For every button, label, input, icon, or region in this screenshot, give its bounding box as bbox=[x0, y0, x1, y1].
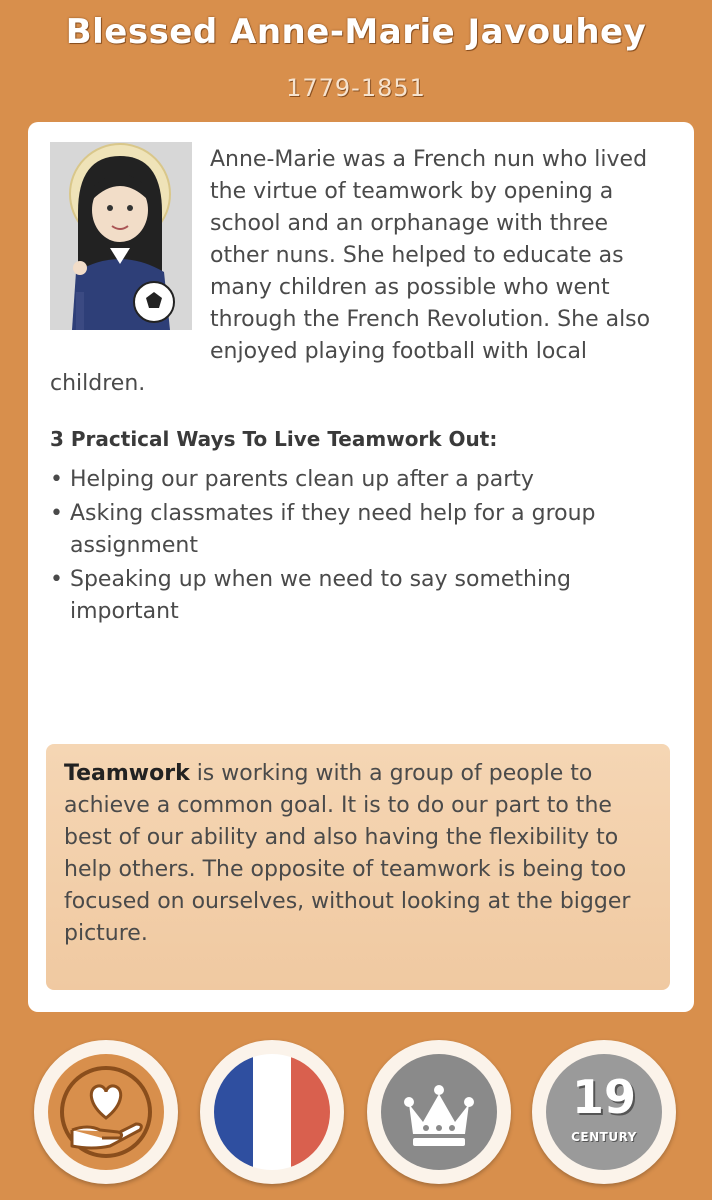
info-card bbox=[28, 122, 694, 1012]
practical-ways-heading: 3 Practical Ways To Live Teamwork Out: bbox=[50, 427, 498, 451]
status-badge bbox=[367, 1040, 511, 1184]
definition-term: Teamwork bbox=[64, 761, 190, 786]
badge-row bbox=[0, 1040, 712, 1190]
list-item: • Asking classmates if they need help for a group assignment bbox=[50, 498, 678, 562]
list-item: • Helping our parents clean up after a party bbox=[50, 464, 678, 496]
century-icon bbox=[546, 1054, 662, 1170]
teamwork-definition-box bbox=[46, 744, 670, 990]
heart-hand-icon bbox=[48, 1054, 164, 1170]
definition-text: is working with a group of people to achieve a common goal. It is to do our part to the best of our ability and also having the flexibility to help others. The opposite of teamwork is being too focused on ourselves, without looking at the bigger picture. bbox=[64, 761, 631, 946]
century-badge bbox=[532, 1040, 676, 1184]
biography-body: Anne-Marie was a French nun who lived the virtue of teamwork by opening a school and an orphanage with three other nuns. She helped to educate as many children as possible who went through the French Revolution. She also enjoyed playing football with local children. bbox=[50, 147, 651, 396]
list-item: • Speaking up when we need to say something important bbox=[50, 564, 678, 628]
practical-ways-list bbox=[50, 464, 678, 630]
virtue-badge bbox=[34, 1040, 178, 1184]
crown-icon bbox=[381, 1054, 497, 1170]
france-flag-icon bbox=[214, 1054, 330, 1170]
biography-text bbox=[50, 144, 672, 400]
century-label: CENTURY bbox=[571, 1130, 637, 1144]
country-badge bbox=[200, 1040, 344, 1184]
page-title: Blessed Anne-Marie Javouhey bbox=[65, 12, 647, 52]
century-number: 19 bbox=[571, 1070, 636, 1124]
life-years: 1779-1851 bbox=[286, 74, 426, 102]
